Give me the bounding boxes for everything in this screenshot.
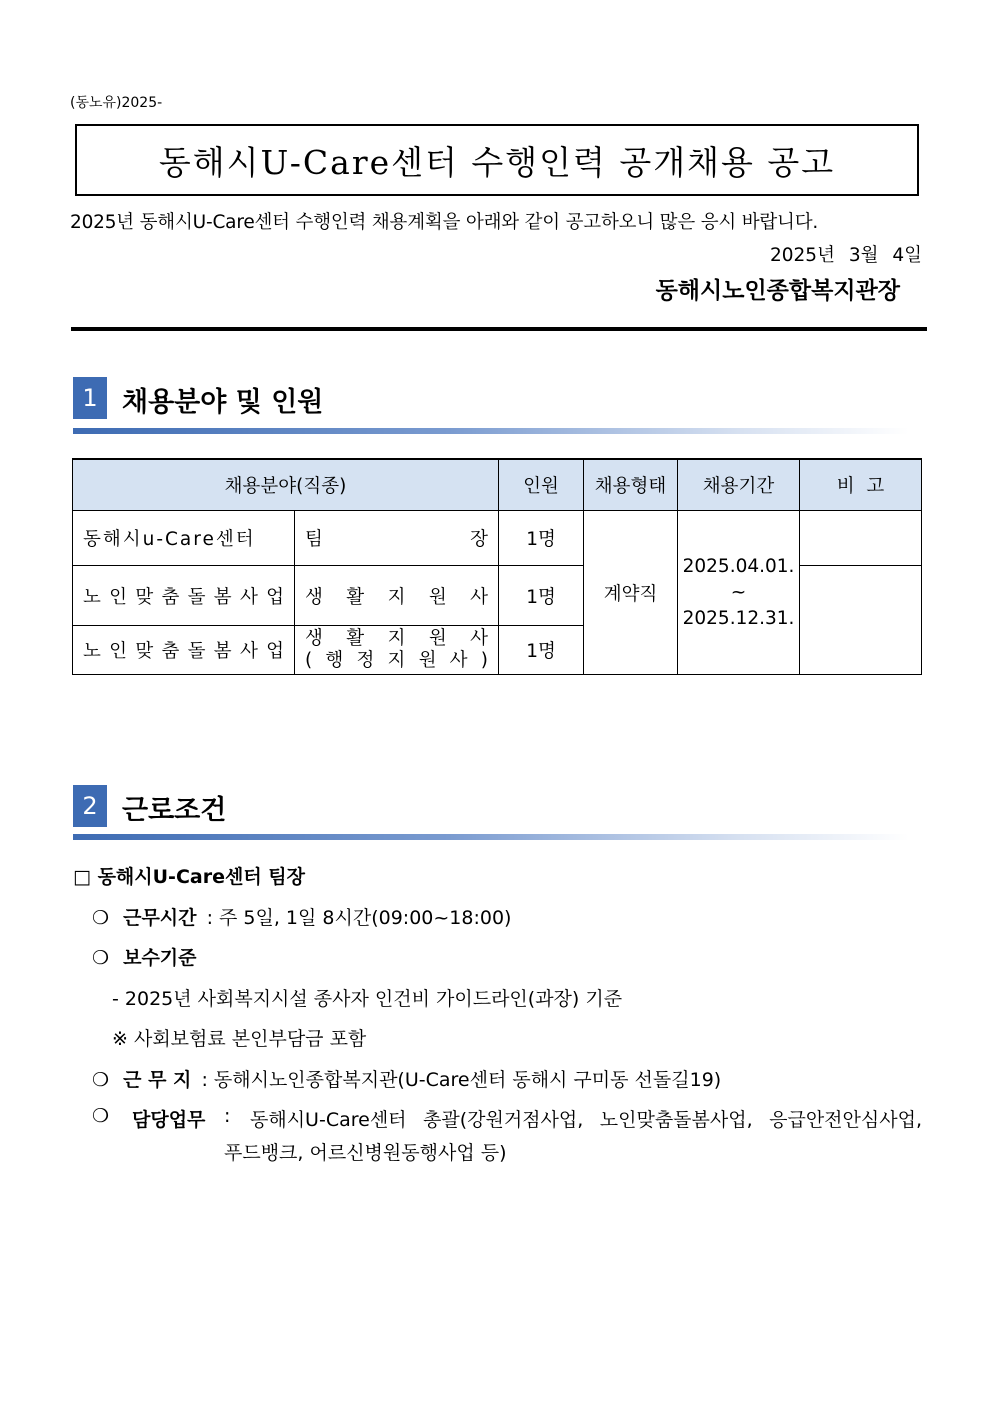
bullet-icon: ❍ xyxy=(92,1105,110,1127)
announcement-date: 2025년 3월 4일 xyxy=(770,245,922,266)
employment-period xyxy=(678,511,800,675)
pay-detail: - 2025년 사회복지시설 종사자 인건비 가이드라인(과장) 기준 xyxy=(112,988,623,1010)
table-header-row xyxy=(73,459,922,511)
period-start: 2025.04.01. xyxy=(682,555,795,577)
row-3-role-text: 생 활 지 원 사 xyxy=(305,628,488,649)
document-number: (동노유)2025- xyxy=(70,95,163,111)
row-1-note xyxy=(800,511,922,566)
header-period: 채용기간 xyxy=(678,459,800,511)
row-1-role-text: 팀 장 xyxy=(305,529,489,550)
row-2-role xyxy=(295,566,499,626)
row-3-role xyxy=(295,626,499,675)
divider xyxy=(71,327,927,331)
employment-type: 계약직 xyxy=(584,511,678,675)
row-3-role-sub: ( 행 정 지 원 사 ) xyxy=(305,650,488,671)
row-2-dept-text: 노 인 맞 춤 돌 봄 사 업 xyxy=(83,586,284,608)
section-2-underline xyxy=(73,834,909,840)
row-2-count: 1명 xyxy=(499,566,584,626)
duty-item xyxy=(92,1105,109,1127)
section-1-title: 채용분야 및 인원 xyxy=(122,387,324,418)
hours-item xyxy=(92,903,511,930)
title-box xyxy=(75,124,919,196)
row-3-dept-text: 노 인 맞 춤 돌 봄 사 업 xyxy=(83,641,284,662)
section-1-underline xyxy=(73,428,909,434)
row-1-dept: 동해시u-Care센터 xyxy=(73,511,295,566)
table-row xyxy=(73,511,922,566)
header-count: 인원 xyxy=(499,459,584,511)
bullet-icon: ❍ xyxy=(92,947,110,969)
pay-item xyxy=(92,943,197,970)
section-1-number: 1 xyxy=(73,377,107,419)
recruitment-table xyxy=(72,458,922,675)
row-3-count: 1명 xyxy=(499,626,584,675)
row-1-count: 1명 xyxy=(499,511,584,566)
row-3-dept xyxy=(73,626,295,675)
page-title: 동해시U-Care센터 수행인력 공개채용 공고 xyxy=(158,142,836,182)
duty-value-line-2: 푸드뱅크, 어르신병원동행사업 등) xyxy=(224,1142,507,1164)
duty-value-line-1: 동해시U-Care센터 총괄(강원거점사업, 노인맞춤돌봄사업, 응급안전안심사업, xyxy=(250,1109,922,1131)
pay-note: ※ 사회보험료 본인부담금 포함 xyxy=(112,1028,367,1050)
period-end: 2025.12.31. xyxy=(682,607,795,629)
header-note: 비 고 xyxy=(800,459,922,511)
row-2-role-text: 생 활 지 원 사 xyxy=(305,586,488,608)
place-label: 근 무 지 xyxy=(123,1069,192,1091)
pay-label: 보수기준 xyxy=(123,947,197,969)
duty-colon: : xyxy=(224,1105,231,1127)
bullet-icon: ❍ xyxy=(92,1069,110,1091)
place-value: : 동해시노인종합복지관(U-Care센터 동해시 구미동 선돌길19) xyxy=(201,1069,722,1091)
duty-label: 담당업무 xyxy=(132,1109,206,1131)
section-2-number: 2 xyxy=(73,785,107,827)
period-separator: ~ xyxy=(730,581,747,603)
conditions-heading: □ 동해시U-Care센터 팀장 xyxy=(73,866,305,888)
header-type: 채용형태 xyxy=(584,459,678,511)
hours-label: 근무시간 xyxy=(123,907,197,929)
row-2-dept xyxy=(73,566,295,626)
header-field: 채용분야(직종) xyxy=(73,459,499,511)
row-1-role xyxy=(295,511,499,566)
hours-value: : 주 5일, 1일 8시간(09:00~18:00) xyxy=(206,907,512,929)
section-2-title: 근로조건 xyxy=(122,795,227,826)
row-2-note xyxy=(800,566,922,675)
place-item xyxy=(92,1065,721,1092)
intro-text: 2025년 동해시U-Care센터 수행인력 채용계획을 아래와 같이 공고하오니 많은 응시 바랍니다. xyxy=(70,212,819,233)
bullet-icon: ❍ xyxy=(92,907,110,929)
signer: 동해시노인종합복지관장 xyxy=(655,278,900,304)
